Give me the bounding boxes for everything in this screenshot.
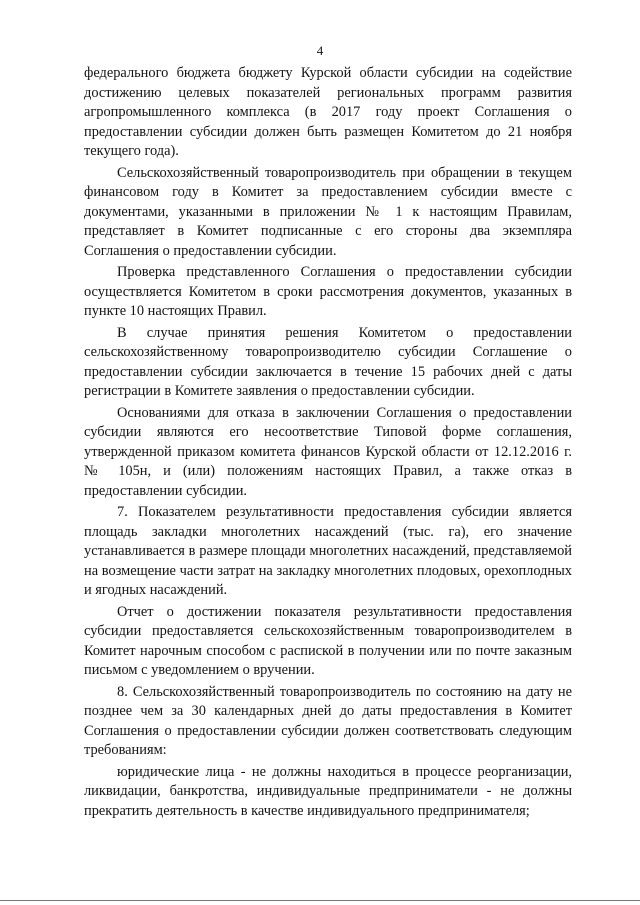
paragraph-agreement-submission: Сельскохозяйственный товаропроизводитель при обращении в текущем финансовом году в Комитет за предоставлением субсидии вместе с документами, указанными в приложении № 1 к настоящим Правилам, представляет в Комитет подписанные с его стороны два экземпляра Соглашения о предоставлении субсидии. <box>84 164 572 259</box>
page-number: 4 <box>316 43 324 58</box>
paragraph-agreement-check: Проверка представленного Соглашения о предоставлении субсидии осуществляется Комитетом в сроки рассмотрения документов, указанных в пункте 10 настоящих Правил. <box>84 264 572 319</box>
page-bottom-rule <box>0 900 640 901</box>
paragraph-item-8: 8. Сельскохозяйственный товаропроизводитель по состоянию на дату не позднее чем за 30 календарных дней до даты предоставления в Комитет Соглашения о предоставлении субсидии должен соответствовать следующим требованиям: <box>84 683 572 758</box>
paragraph-item-7: 7. Показателем результативности предоставления субсидии является площадь закладки многолетних насаждений (тыс. га), его значение устанавливается в размере площади многолетних насаждений, представляемой на возмещение части затрат на закладку многолетних плодовых, орехоплодных и ягодных насаждений. <box>84 504 572 598</box>
paragraph-agreement-conclusion: В случае принятия решения Комитетом о предоставлении сельскохозяйственному товаропроизводителю субсидии Соглашение о предоставлении субсидии заключается в течение 15 рабочих дней с даты регистрации в Комитете заявления о предоставлении субсидии. <box>84 324 572 399</box>
paragraph-report: Отчет о достижении показателя результативности предоставления субсидии предоставляется сельскохозяйственным товаропроизводителем в Комитет нарочным способом с распиской в получении или по почте заказным письмом с уведомлением о вручении. <box>84 603 572 678</box>
paragraph-refusal-grounds: Основаниями для отказа в заключении Соглашения о предоставлении субсидии являются его несоответствие Типовой форме соглашения, утвержденной приказом комитета финансов Курской области от 12.12.2016 г. № 105н, и (или) положениям настоящих Правил, а также отказ в предоставлении субсидии. <box>84 404 572 499</box>
paragraph-continuation: федерального бюджета бюджету Курской области субсидии на содействие достижению целевых показателей региональных программ развития агропромышленного комплекса (в 2017 году проект Соглашения о предоставлении субсидии должен быть размещен Комитетом до 21 ноября текущего года). <box>84 65 572 159</box>
paragraph-requirements-legal-entities: юридические лица - не должны находиться в процессе реорганизации, ликвидации, банкротства, индивидуальные предприниматели - не должны прекратить деятельность в качестве индивидуального предпринимателя; <box>84 763 572 819</box>
document-body <box>84 64 572 823</box>
